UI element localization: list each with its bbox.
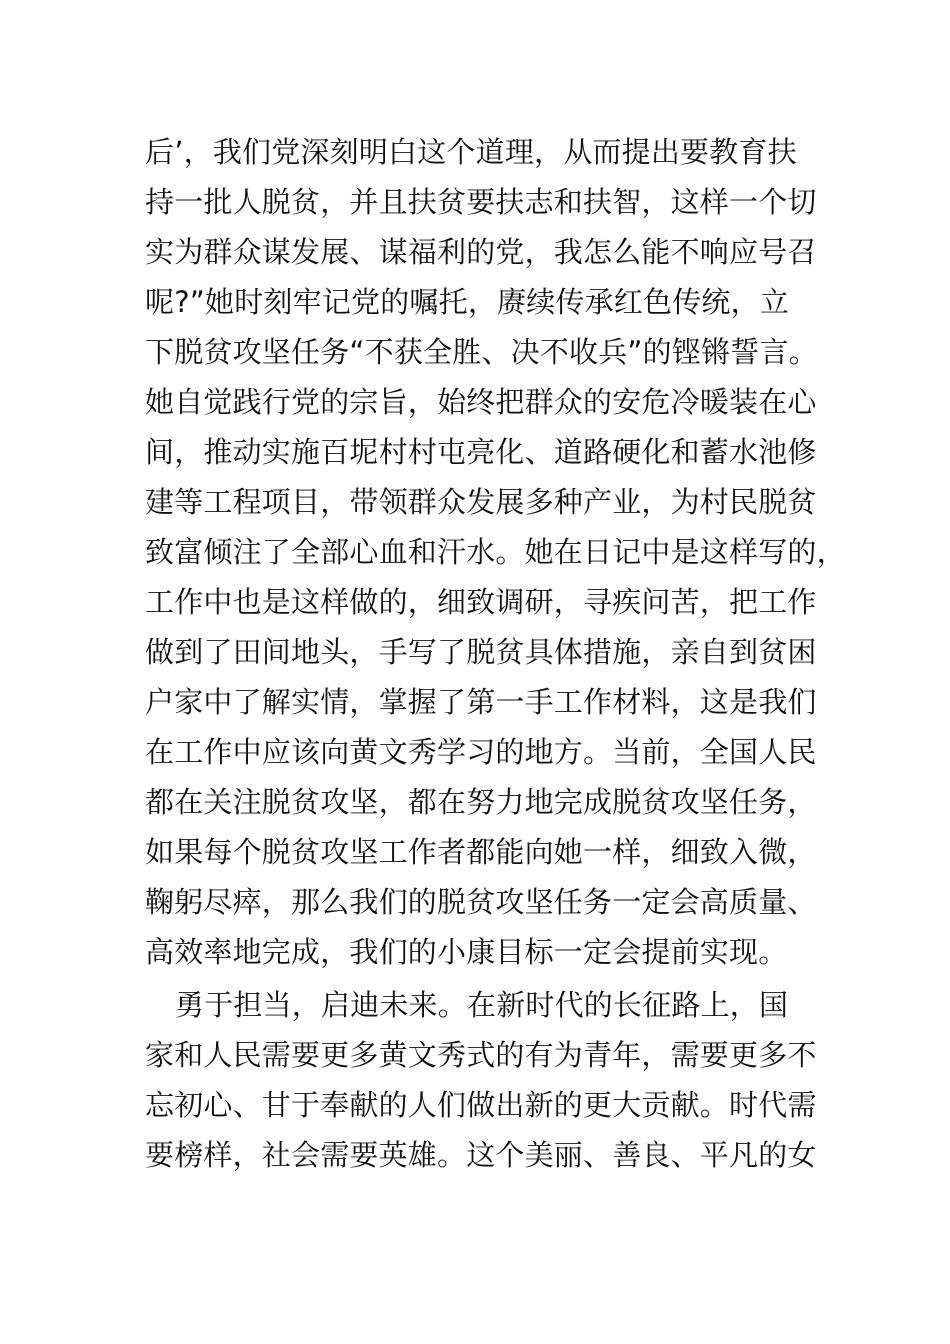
text-line: 致富倾注了全部心血和汗水。她在日记中是这样写的， <box>145 535 846 569</box>
text-line: 在工作中应该向黄文秀学习的地方。当前，全国人民 <box>145 735 817 769</box>
text-line: 户家中了解实情，掌握了第一手工作材料，这是我们 <box>145 685 817 719</box>
text-line: 高效率地完成，我们的小康目标一定会提前实现。 <box>145 935 788 969</box>
text-line: 忘初心、甘于奉献的人们做出新的更大贡献。时代需 <box>145 1088 817 1122</box>
text-line: 下脱贫攻坚任务“不获全胜、决不收兵”的铿锵誓言。 <box>145 335 818 369</box>
text-line: 她自觉践行党的宗旨，始终把群众的安危冷暖装在心 <box>145 385 817 419</box>
text-line: 后’，我们党深刻明白这个道理，从而提出要教育扶 <box>145 135 797 169</box>
text-line: 家和人民需要更多黄文秀式的有为青年，需要更多不 <box>145 1038 817 1072</box>
text-line: 勇于担当，启迪未来。在新时代的长征路上，国 <box>175 988 789 1022</box>
text-line: 鞠躬尽瘁，那么我们的脱贫攻坚任务一定会高质量、 <box>145 885 817 919</box>
text-line: 都在关注脱贫攻坚，都在努力地完成脱贫攻坚任务， <box>145 785 817 819</box>
text-line: 实为群众谋发展、谋福利的党，我怎么能不响应号召 <box>145 235 817 269</box>
text-line: 持一批人脱贫，并且扶贫要扶志和扶智，这样一个切 <box>145 185 817 219</box>
text-line: 建等工程项目，带领群众发展多种产业，为村民脱贫 <box>145 485 817 519</box>
text-line: 要榜样，社会需要英雄。这个美丽、善良、平凡的女 <box>145 1138 817 1172</box>
text-line: 呢?”她时刻牢记党的嘱托，赓续传承红色传统，立 <box>145 285 790 319</box>
text-line: 间，推动实施百坭村村屯亮化、道路硬化和蓄水池修 <box>145 435 817 469</box>
text-line: 做到了田间地头，手写了脱贫具体措施，亲自到贫困 <box>145 635 817 669</box>
text-line: 工作中也是这样做的，细致调研，寻疾问苦，把工作 <box>145 585 817 619</box>
text-line: 如果每个脱贫攻坚工作者都能向她一样，细致入微， <box>145 835 817 869</box>
